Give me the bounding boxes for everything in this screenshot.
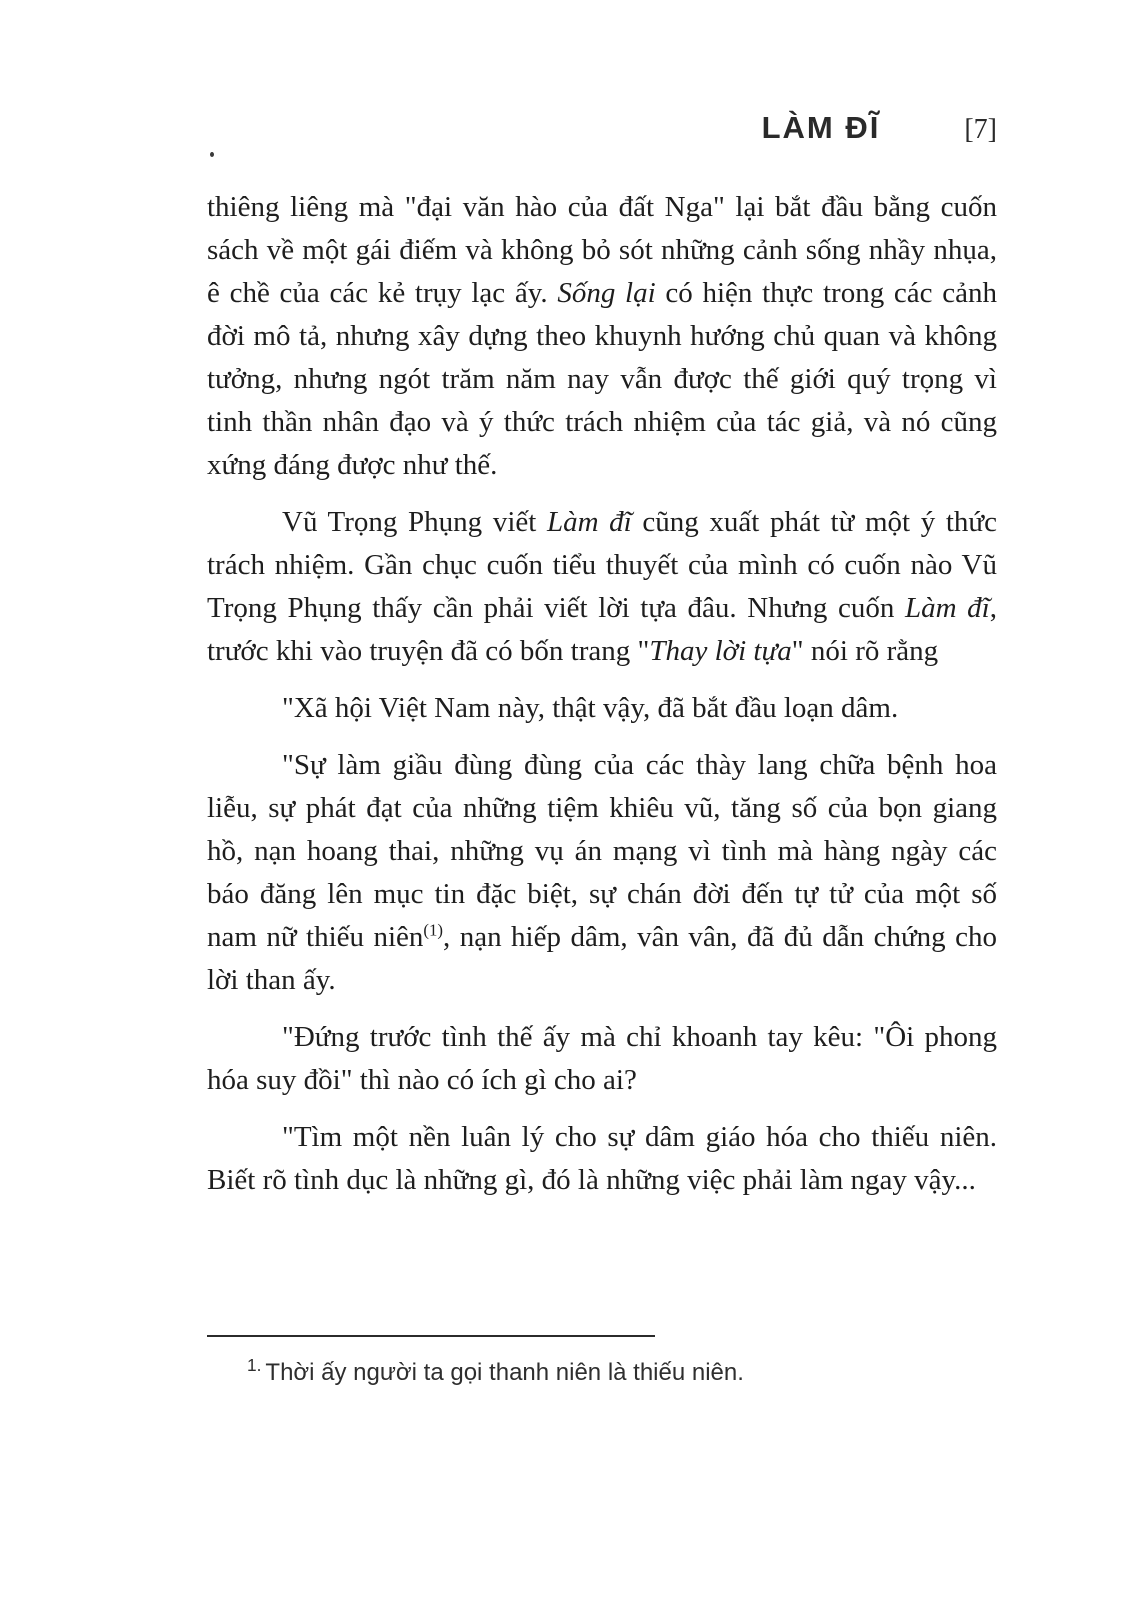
paragraph-3: "Xã hội Việt Nam này, thật vậy, đã bắt đầu loạn dâm. — [282, 692, 899, 724]
footnote — [207, 1357, 997, 1389]
paragraph-4: "Sự làm giầu đùng đùng của các thày lang chữa bệnh hoa liễu, sự phát đạt của những tiệm khiêu vũ, tăng số của bọn giang hồ, nạn hoang thai, những vụ án mạng vì tình mà hàng ngày các báo đăng lên mục tin đặc biệt, sự chán đời đến tự tử của một số nam nữ thiếu niên$^{(1)}$, nạn hiếp dâm, vân vân, đã đủ dẫn chứng cho lời than ấy. — [207, 749, 997, 996]
footnote-area — [207, 1335, 997, 1389]
paragraph-6: "Tìm một nền luân lý cho sự dâm giáo hóa cho thiếu niên. Biết rõ tình dục là những gì, đó là những việc phải làm ngay vậy... — [207, 1121, 997, 1196]
paragraph-1: thiêng liêng mà "đại văn hào của đất Nga" lại bắt đầu bằng cuốn sách về một gái điếm và không bỏ sót những cảnh sống nhầy nhụa, ê chề của các kẻ trụy lạc ấy. Sống lại có hiện thực trong các cảnh đời mô tả, nhưng xây dựng theo khuynh hướng chủ quan và không tưởng, nhưng ngót trăm năm nay vẫn được thế giới quý trọng vì tinh thần nhân đạo và ý thức trách nhiệm của tác giả, và nó cũng xứng đáng được như thế. — [207, 191, 997, 481]
stray-dot-mark — [210, 152, 214, 157]
running-title: LÀM ĐĨ — [761, 110, 881, 145]
footnote-rule — [207, 1335, 655, 1337]
body-text — [207, 186, 997, 1216]
paragraph-2: Vũ Trọng Phụng viết Làm đĩ cũng xuất phát từ một ý thức trách nhiệm. Gần chục cuốn tiểu thuyết của mình có cuốn nào Vũ Trọng Phụng thấy cần phải viết lời tựa đâu. Nhưng cuốn Làm đĩ, trước khi vào truyện đã có bốn trang "Thay lời tựa" nói rõ rằng — [207, 506, 997, 667]
page-number: [7] — [964, 114, 997, 145]
footnote-text: Thời ấy người ta gọi thanh niên là thiếu niên. — [265, 1359, 744, 1386]
paragraph-5: "Đứng trước tình thế ấy mà chỉ khoanh tay kêu: "Ôi phong hóa suy đồi" thì nào có ích gì cho ai? — [207, 1021, 997, 1096]
footnote-marker: 1. — [247, 1355, 262, 1375]
running-header — [207, 110, 997, 146]
